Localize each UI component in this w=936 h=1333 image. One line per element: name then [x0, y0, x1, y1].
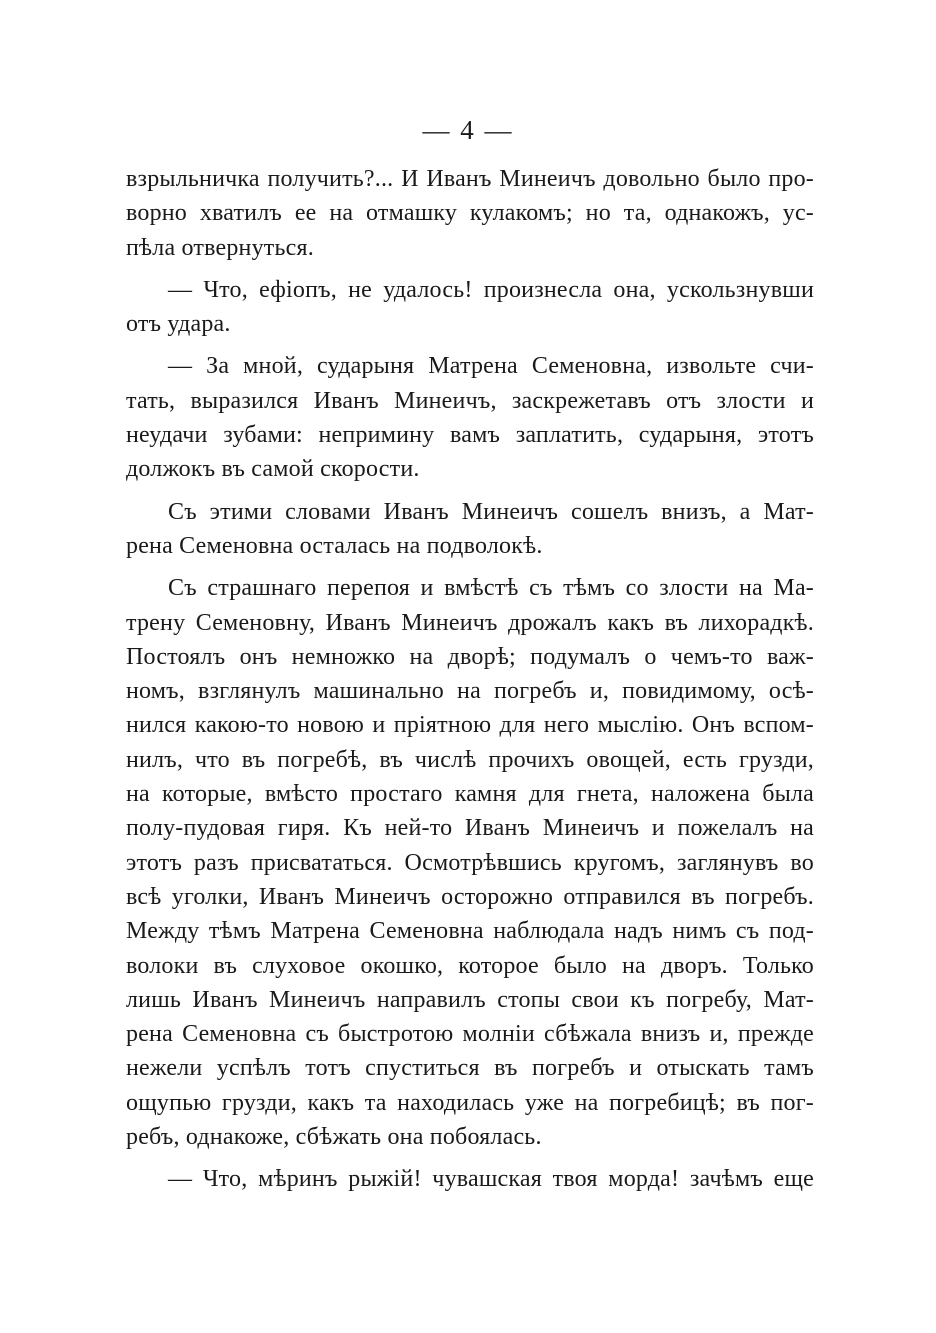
- body-text: [126, 162, 814, 1197]
- text-line: должокъ въ самой скорости.: [126, 456, 420, 483]
- text-line: Съ страшнаго перепоя и вмѣстѣ съ тѣмъ со злости на Ма-: [168, 575, 814, 602]
- text-line: тать, выразился Иванъ Минеичъ, заскрежетавъ отъ злости и: [126, 387, 814, 414]
- page-number: — 4 —: [422, 115, 514, 145]
- text-line: ворно хватилъ ее на отмашку кулакомъ; но та, однакожъ, ус-: [126, 200, 814, 227]
- text-line: всѣ уголки, Иванъ Минеичъ осторожно отправился въ погребъ.: [126, 883, 814, 910]
- text-line: нилъ, что въ погребѣ, въ числѣ прочихъ овощей, есть грузди,: [126, 746, 814, 773]
- text-line: нежели успѣлъ тотъ спуститься въ погребъ и отыскать тамъ: [126, 1055, 814, 1082]
- text-line: этотъ разъ присвататься. Осмотрѣвшись кругомъ, заглянувъ во: [126, 849, 814, 876]
- text-line: взрыльничка получить?... И Иванъ Минеичъ довольно было про-: [126, 166, 814, 192]
- text-line: ощупью грузди, какъ та находилась уже на погребицѣ; въ пог-: [126, 1089, 814, 1116]
- paragraph: [126, 495, 814, 564]
- paragraph: [126, 349, 814, 486]
- text-line: волоки въ слуховое окошко, которое было на дворъ. Только: [126, 952, 814, 979]
- text-line: Между тѣмъ Матрена Семеновна наблюдала надъ нимъ съ под-: [126, 918, 814, 945]
- text-line: неудачи зубами: непримину вамъ заплатить, сударыня, этотъ: [126, 422, 814, 449]
- text-line: отъ удара.: [126, 311, 231, 338]
- text-line: — Что, ефіопъ, не удалось! произнесла она, ускользнувши: [168, 276, 814, 303]
- text-line: — За мной, сударыня Матрена Семеновна, извольте счи-: [168, 353, 814, 380]
- text-line: лишь Иванъ Минеичъ направилъ стопы свои къ погребу, Мат-: [126, 986, 814, 1013]
- paragraph: [126, 273, 814, 342]
- text-line: номъ, взглянулъ машинально на погребъ и, повидимому, осѣ-: [126, 678, 814, 705]
- text-line: трену Семеновну, Иванъ Минеичъ дрожалъ какъ въ лихорадкѣ.: [126, 609, 814, 636]
- text-line: рена Семеновна съ быстротою молніи сбѣжала внизъ и, прежде: [126, 1021, 814, 1048]
- text-line: нился какою-то новою и пріятною для него мыслію. Онъ вспом-: [126, 712, 814, 739]
- text-line: — Что, мѣринъ рыжій! чувашская твоя морда! зачѣмъ еще: [168, 1166, 814, 1193]
- paragraph: [126, 571, 814, 1154]
- text-line: рена Семеновна осталась на подволокѣ.: [126, 532, 543, 559]
- text-line: на которые, вмѣсто простаго камня для гнета, наложена была: [126, 781, 814, 808]
- paragraph: [126, 1162, 814, 1196]
- paragraph: [126, 162, 814, 265]
- text-line: Постоялъ онъ немножко на дворѣ; подумалъ о чемъ-то важ-: [126, 643, 814, 670]
- text-line: полу-пудовая гиря. Къ ней-то Иванъ Минеичъ и пожелалъ на: [126, 815, 814, 842]
- text-line: Съ этими словами Иванъ Минеичъ сошелъ внизъ, а Мат-: [168, 498, 814, 525]
- text-line: ребъ, однакоже, сбѣжать она побоялась.: [126, 1124, 542, 1151]
- text-line: пѣла отвернуться.: [126, 234, 314, 261]
